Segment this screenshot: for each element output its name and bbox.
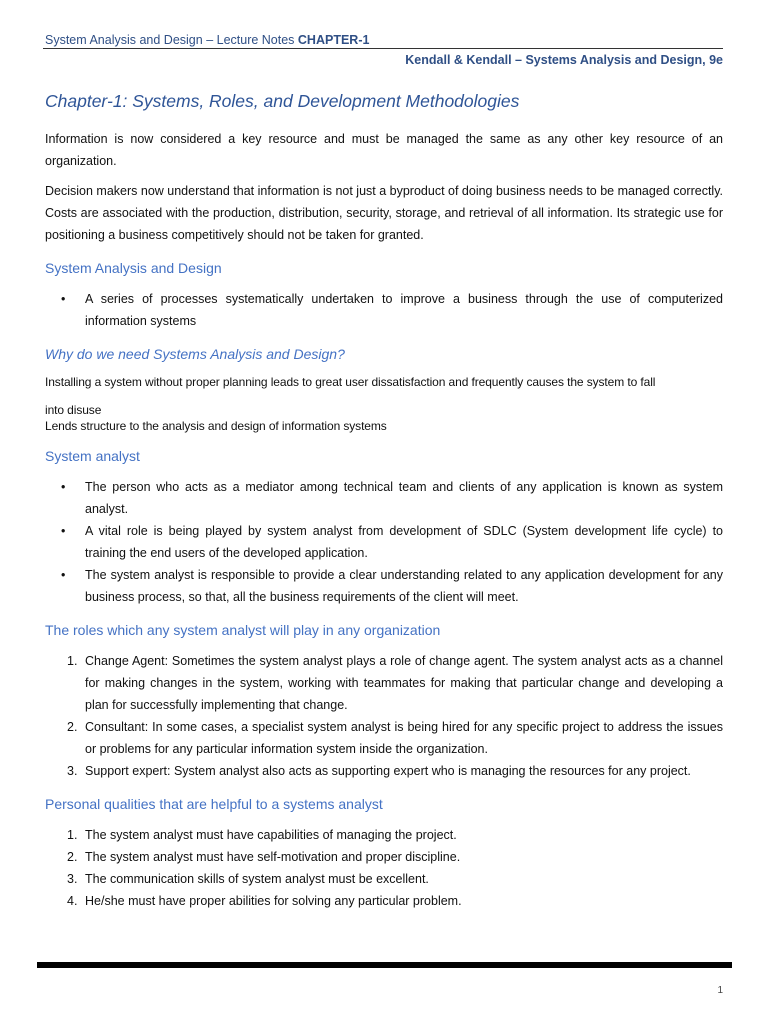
list-item-text: The system analyst is responsible to provide a clear understanding related to any application development for any business process, so that, all the business requirements of the client will meet. [85,568,723,604]
list-item-text: He/she must have proper abilities for solving any particular problem. [85,894,462,908]
section-heading-analyst: System analyst [45,448,140,464]
list-item [45,650,723,716]
roles-numbered-list [45,650,723,782]
list-item [45,476,723,520]
bullet-marker: • [61,480,66,494]
page-body [45,88,723,918]
why-line: Lends structure to the analysis and design of information systems [45,419,387,433]
list-number: 3. [67,764,78,778]
list-item [45,716,723,760]
header-book-reference: Kendall & Kendall – Systems Analysis and Design, 9e [405,53,723,67]
list-number: 2. [67,720,78,734]
sad-bullet-list [45,288,723,332]
section-heading-sad: System Analysis and Design [45,260,222,276]
why-line: Installing a system without proper planning leads to great user dissatisfaction and frequently causes the system to fall [45,375,656,389]
list-item-text: The communication skills of system analyst must be excellent. [85,872,429,886]
bullet-marker: • [61,292,66,306]
list-item [45,868,723,890]
bullet-marker: • [61,568,66,582]
list-item [45,760,723,782]
header-course-title: System Analysis and Design – Lecture Notes [45,33,298,47]
list-number: 3. [67,872,78,886]
list-item [45,824,723,846]
footer-divider [37,962,732,968]
analyst-bullet-list [45,476,723,608]
list-item-text: The system analyst must have self-motivation and proper discipline. [85,850,461,864]
why-line: into disuse [45,403,102,417]
list-number: 1. [67,828,78,842]
list-item [45,288,723,332]
chapter-title: Chapter-1: Systems, Roles, and Development Methodologies [45,91,520,111]
qualities-numbered-list [45,824,723,912]
bullet-marker: • [61,524,66,538]
page-number: 1 [717,985,723,996]
list-item [45,564,723,608]
running-header-left [45,30,369,50]
list-item-text: Consultant: In some cases, a specialist system analyst is being hired for any specific project to address the issues or problems for any particular information system inside the organization. [85,720,723,756]
list-number: 4. [67,894,78,908]
list-item-text: Support expert: System analyst also acts as supporting expert who is managing the resources for any project. [85,764,691,778]
section-heading-roles: The roles which any system analyst will play in any organization [45,622,441,638]
list-item-text: The system analyst must have capabilities of managing the project. [85,828,457,842]
list-item [45,846,723,868]
intro-paragraph: Decision makers now understand that information is not just a byproduct of doing business needs to be managed correctly. Costs are associated with the production, distribution, security, storage, and retrieval of all information. Its strategic use for positioning a business competitively should not be taken for granted. [45,184,723,242]
list-item [45,520,723,564]
list-item-text: The person who acts as a mediator among technical team and clients of any application is known as system analyst. [85,480,723,516]
list-item-text: A vital role is being played by system analyst from development of SDLC (System development life cycle) to training the end users of the developed application. [85,524,723,560]
list-item-text: A series of processes systematically undertaken to improve a business through the use of computerized information systems [85,292,723,328]
header-chapter-label: CHAPTER-1 [297,33,370,47]
list-item [45,890,723,912]
section-heading-why: Why do we need Systems Analysis and Design? [45,346,345,362]
list-number: 1. [67,654,78,668]
intro-paragraph: Information is now considered a key resource and must be managed the same as any other key resource of an organization. [45,132,723,168]
list-item-text: Change Agent: Sometimes the system analyst plays a role of change agent. The system analyst acts as a channel for making changes in the system, working with teammates for making that particular change and developing a plan for successfully implementing that change. [85,654,723,712]
header-divider [43,48,723,49]
list-number: 2. [67,850,78,864]
section-heading-qualities: Personal qualities that are helpful to a systems analyst [45,796,383,812]
